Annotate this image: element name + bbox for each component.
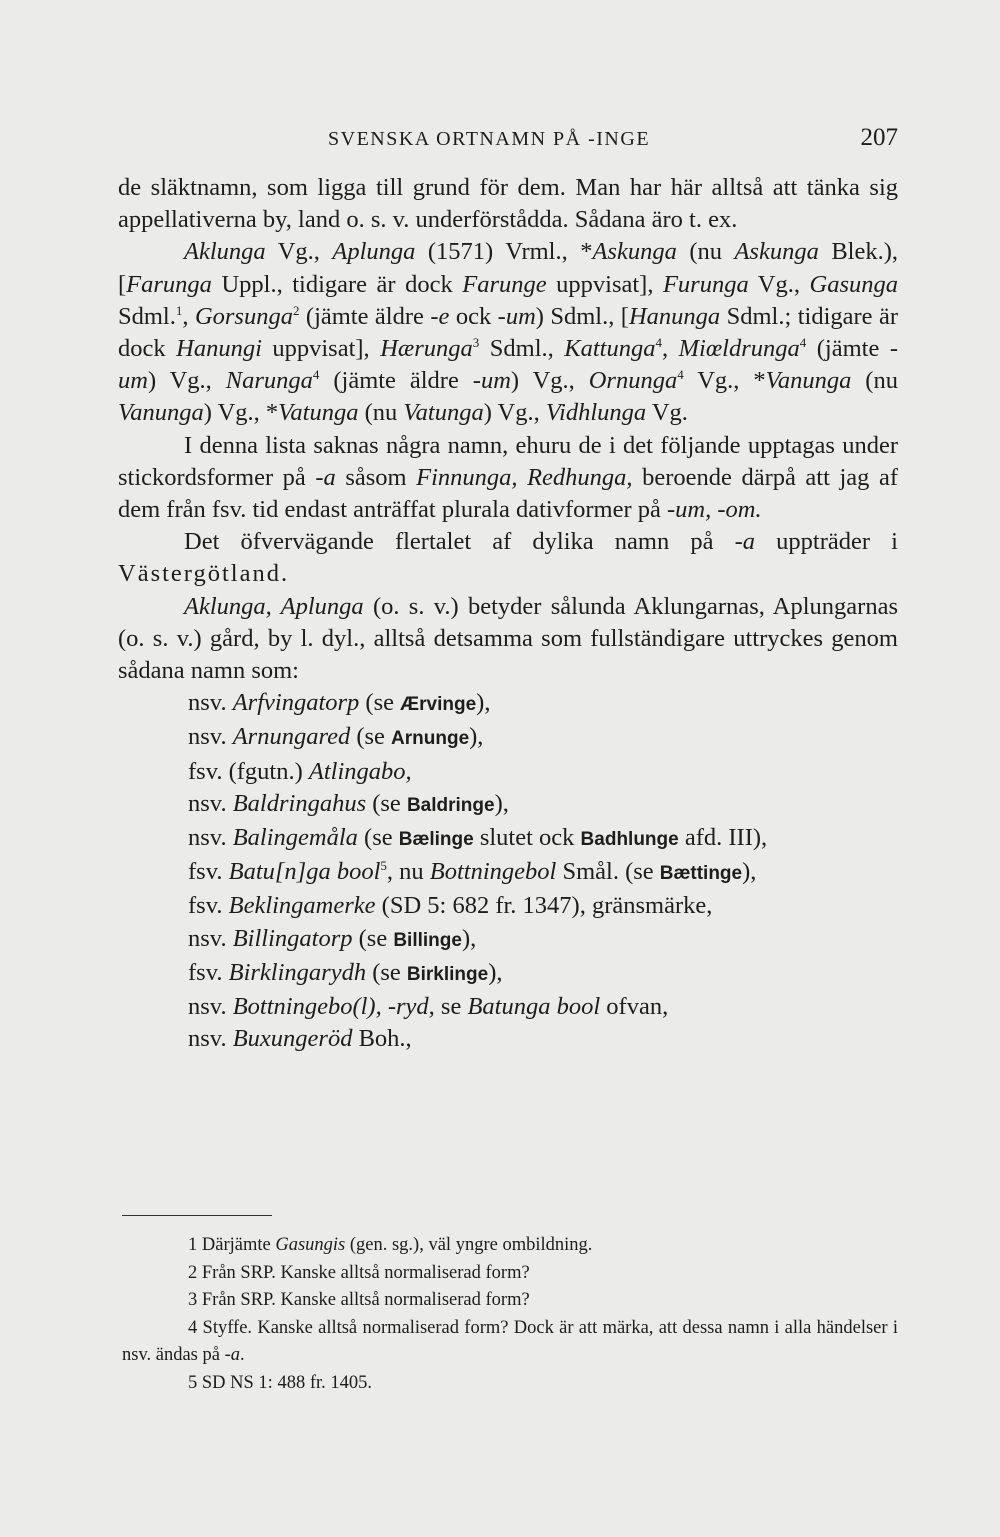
text-run: nsv. [188, 723, 233, 751]
text-run: (se [359, 689, 401, 717]
italic-term: -um [472, 367, 511, 395]
text-run: ), [494, 789, 509, 817]
text-run: slutet ock [473, 824, 581, 852]
cross-reference: Billinge [393, 929, 462, 951]
place-name-list [118, 687, 898, 1055]
list-item [118, 923, 898, 957]
list-item [118, 856, 898, 890]
text-run: nsv. [188, 789, 233, 817]
italic-term: Aklunga, Aplunga [184, 592, 364, 620]
text-run: Sdml.; tidigare är dock [118, 302, 899, 363]
main-text [118, 172, 898, 1055]
text-run: Det öfvervägande flertalet af dylika namn på [184, 528, 735, 556]
text-run: fsv. [188, 892, 229, 920]
text-run: beroende därpå att jag af dem från fsv. tid endast anträffat plurala dativformer på [118, 463, 898, 524]
text-run: 1 Därjämte [188, 1235, 276, 1255]
text-run: Vg., [265, 238, 333, 266]
footnote [122, 1315, 898, 1370]
italic-term: Gasunga [809, 270, 898, 298]
text-run: (se [366, 958, 407, 986]
text-run: 3 Från SRP. Kanske alltså normaliserad form? [188, 1290, 530, 1311]
list-item [118, 788, 898, 822]
text-run: . [240, 1345, 245, 1366]
italic-term: Batu[n]ga bool [228, 858, 381, 886]
paragraph-meaning [118, 591, 898, 688]
text-run: (se [366, 789, 407, 817]
text-run: (jämte äldre [319, 367, 473, 395]
list-item [118, 1023, 898, 1055]
footnote-ref: 3 [472, 334, 480, 350]
text-run: (o. s. v.) betyder sålunda Aklungarnas, Aplungarnas (o. s. v.) gård, by l. dyl., alltså detsamma som fullständigare uttryckes genom sådana namn som: [118, 592, 898, 685]
footnote [122, 1370, 898, 1398]
text-run: (jämte äldre [299, 302, 431, 330]
paragraph-vastergotland [118, 526, 898, 590]
italic-term: -a [315, 463, 336, 491]
text-run: (se [352, 924, 394, 952]
text-run: Smål. (se [556, 858, 660, 886]
text-run: (1571) Vrml., * [415, 238, 593, 266]
text-run: ), [488, 958, 503, 986]
text-run: Sdml. [118, 302, 176, 330]
text-run: (nu [676, 238, 735, 266]
text-run: (gen. sg.), väl yngre ombildning. [345, 1235, 593, 1255]
list-item [118, 756, 898, 788]
text-run: ) Vg., [147, 367, 226, 395]
italic-term: Bottningebol [429, 858, 557, 886]
text-run: ) Vg., * [203, 399, 279, 427]
italic-term: Balingemåla [232, 824, 358, 852]
italic-term: Farunge [462, 270, 547, 298]
text-run: fsv. [188, 958, 229, 986]
text-run: ), [461, 924, 477, 952]
page-number: 207 [860, 124, 898, 151]
text-run: uppvisat], [546, 270, 663, 298]
text-run: fsv. (fgutn.) [188, 757, 309, 785]
italic-term: Askunga [734, 238, 819, 266]
paragraph-intro: de släktnamn, som ligga till grund för dem. Man har här alltså att tänka sig appellativerna by, land o. s. v. underförstådda. Sådana äro t. ex. [118, 174, 898, 234]
italic-term: Billingatorp [232, 924, 353, 952]
footnote-ref: 1 [175, 302, 183, 318]
text-run: såsom [335, 463, 417, 491]
cross-reference: Bælinge [398, 829, 474, 851]
footnote-ref: 4 [799, 334, 807, 350]
footnote-ref: 4 [312, 367, 320, 383]
text-run: , nu [386, 858, 430, 886]
italic-term: Vidhlunga [545, 399, 647, 427]
italic-term: -a [224, 1345, 241, 1366]
text-run: uppvisat], [261, 335, 381, 363]
italic-term: Kattunga [564, 335, 656, 363]
text-run: 5 SD NS 1: 488 fr. 1405. [188, 1372, 372, 1393]
text-run: , [661, 335, 679, 363]
text-run: (jämte [806, 335, 890, 363]
italic-term: Beklingamerke [228, 892, 376, 920]
italic-term: Narunga [225, 367, 313, 395]
text-run: nsv. [188, 1025, 233, 1053]
italic-term: Furunga [662, 270, 749, 298]
text-run: ) Sdml., [ [535, 302, 629, 330]
footnote [122, 1232, 898, 1260]
italic-term: Arnungared [232, 723, 351, 751]
page-header [118, 120, 898, 156]
italic-term: Gasungis [275, 1235, 346, 1255]
text-run: Sdml., [479, 335, 565, 363]
text-run: ock [449, 302, 498, 330]
running-title: SVENSKA ORTNAMN PÅ -INGE [328, 128, 651, 150]
italic-term: -um [118, 335, 899, 395]
footnote-ref: 5 [380, 858, 387, 874]
italic-term: Hærunga [380, 335, 473, 363]
italic-term: Hanunga [628, 302, 721, 330]
italic-term: -um [497, 302, 536, 330]
italic-term: -a [734, 528, 756, 556]
text-run: (SD 5: 682 fr. 1347), gränsmärke, [375, 892, 713, 920]
footnote-ref: 2 [292, 302, 300, 318]
list-item [118, 890, 898, 922]
text-run: nsv. [188, 924, 233, 952]
italic-term: Buxungeröd [232, 1025, 353, 1053]
text-run: Uppl., tidigare är dock [211, 270, 463, 298]
text-run: ) Vg., [510, 367, 589, 395]
paragraph-examples [118, 236, 898, 429]
italic-term: Atlingabo, [308, 757, 412, 785]
text-run: , [182, 302, 195, 330]
footnote [122, 1260, 898, 1288]
italic-term: Farunga [126, 270, 212, 298]
italic-term: Miœldrunga [678, 335, 800, 363]
footnote-divider [122, 1215, 272, 1216]
list-item [118, 687, 898, 721]
paragraph-missing-names [118, 430, 898, 527]
italic-term: Hanungi [176, 335, 262, 363]
cross-reference: Baldringe [406, 794, 495, 816]
text-run: se [434, 993, 468, 1021]
text-run: nsv. [188, 993, 233, 1021]
text-run: (nu [851, 367, 898, 395]
italic-term: Aklunga [184, 238, 266, 266]
text-run: ), [742, 858, 757, 886]
italic-term: Gorsunga [194, 302, 293, 330]
cross-reference: Bættinge [659, 863, 743, 885]
cross-reference: Badhlunge [580, 829, 679, 851]
text-run: Vg. [646, 399, 688, 427]
text-run: afd. III), [678, 824, 768, 852]
cross-reference: Birklinge [406, 963, 489, 985]
list-item [118, 957, 898, 991]
cross-reference: Ærvinge [400, 694, 477, 716]
text-run: (se [357, 824, 399, 852]
text-run: Boh., [352, 1025, 412, 1053]
footnote-ref: 4 [655, 334, 662, 350]
text-run: ), [469, 723, 484, 751]
italic-term: -e [430, 302, 450, 330]
text-run: (nu [358, 399, 404, 427]
italic-term: Ornunga [588, 367, 678, 395]
italic-term: Vatunga [278, 399, 359, 427]
text-run: fsv. [188, 858, 229, 886]
footnote-ref: 4 [677, 367, 684, 383]
text-run: uppträder i [755, 528, 898, 556]
italic-term: Vatunga [403, 399, 484, 427]
list-item [118, 822, 898, 856]
cross-reference: Arnunge [391, 728, 470, 750]
italic-term: Vanunga [765, 367, 852, 395]
text-run: nsv. [188, 824, 233, 852]
italic-term: Birklingarydh [228, 958, 367, 986]
text-run: Vg., [748, 270, 810, 298]
text-run: ), [476, 689, 491, 717]
italic-term: Batunga bool [467, 993, 601, 1021]
italic-term: Askunga [592, 238, 677, 266]
text-run: nsv. [188, 689, 233, 717]
list-item [118, 991, 898, 1023]
italic-term: Baldringahus [232, 789, 367, 817]
text-run: ofvan, [600, 993, 669, 1021]
text-run: I denna lista saknas några namn, ehuru de i det följande upptagas under stickordsformer på [118, 431, 898, 491]
italic-term: Bottningebo(l), -ryd, [232, 993, 435, 1021]
text-run: 2 Från SRP. Kanske alltså normaliserad form? [188, 1262, 530, 1283]
italic-term: Aplunga [332, 238, 416, 266]
spaced-term: Västergötland [118, 560, 281, 588]
list-item [118, 721, 898, 755]
text-run: ) Vg., [483, 399, 546, 427]
italic-term: -um, -om. [667, 496, 762, 524]
italic-term: Finnunga, Redhunga, [416, 463, 633, 491]
text-run: 4 Styffe. Kanske alltså normaliserad form? Dock är att märka, att dessa namn i alla händelser i nsv. ändas på [122, 1317, 898, 1366]
footnotes [122, 1232, 898, 1398]
text-run: Blek.), [ [118, 238, 899, 298]
text-run: Vg., * [683, 367, 766, 395]
footnote [122, 1287, 898, 1315]
text-run: . [281, 560, 288, 588]
italic-term: Vanunga [118, 399, 204, 427]
text-run: (se [350, 723, 392, 751]
italic-term: Arfvingatorp [232, 689, 360, 717]
